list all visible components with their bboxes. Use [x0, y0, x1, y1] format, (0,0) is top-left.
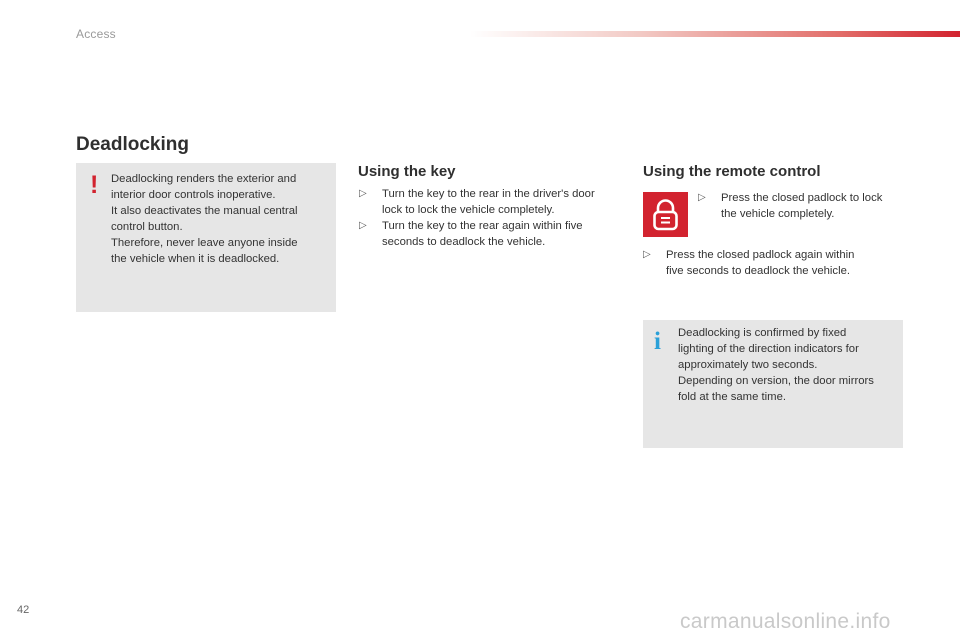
using-remote-heading: Using the remote control	[643, 163, 821, 180]
warning-line: control button.	[111, 221, 183, 233]
info-line: fold at the same time.	[678, 391, 786, 403]
info-line: Depending on version, the door mirrors	[678, 375, 874, 387]
watermark-text: carmanualsonline.info	[680, 610, 891, 633]
page-number: 42	[17, 604, 30, 616]
info-line: Deadlocking is confirmed by fixed	[678, 327, 847, 339]
warning-line: interior door controls inoperative.	[111, 189, 276, 201]
padlock-icon	[643, 192, 688, 237]
info-box	[643, 320, 903, 448]
bullet-line: seconds to deadlock the vehicle.	[382, 236, 546, 248]
bullet-line: Press the closed padlock again within	[666, 249, 855, 261]
bullet-line: Turn the key to the rear again within five	[382, 220, 583, 232]
key-bullet-2	[359, 218, 624, 250]
bullet-arrow-icon: ▷	[359, 188, 367, 199]
warning-line: the vehicle when it is deadlocked.	[111, 253, 280, 265]
header-gradient-bar	[470, 31, 960, 37]
using-key-heading: Using the key	[358, 163, 456, 180]
bullet-line: Turn the key to the rear in the driver's door	[382, 188, 595, 200]
remote-bullet-1	[698, 190, 908, 222]
bullet-arrow-icon: ▷	[643, 249, 651, 260]
bullet-line: Press the closed padlock to lock	[721, 192, 883, 204]
warning-line: Deadlocking renders the exterior and	[111, 173, 297, 185]
warning-box	[76, 163, 336, 312]
bullet-arrow-icon: ▷	[698, 192, 706, 203]
page-title: Deadlocking	[76, 134, 189, 155]
warning-line: It also deactivates the manual central	[111, 205, 298, 217]
info-icon: i	[654, 328, 661, 355]
header-section-title: Access	[76, 27, 116, 41]
warning-line: Therefore, never leave anyone inside	[111, 237, 298, 249]
bullet-line: lock to lock the vehicle completely.	[382, 204, 555, 216]
bullet-arrow-icon: ▷	[359, 220, 367, 231]
remote-bullet-2	[643, 247, 903, 279]
info-line: approximately two seconds.	[678, 359, 818, 371]
info-text	[678, 325, 898, 405]
warning-text	[111, 171, 326, 267]
bullet-line: the vehicle completely.	[721, 208, 835, 220]
key-bullet-1	[359, 186, 624, 218]
info-line: lighting of the direction indicators for	[678, 343, 859, 355]
exclamation-icon: !	[90, 171, 99, 199]
bullet-line: five seconds to deadlock the vehicle.	[666, 265, 850, 277]
